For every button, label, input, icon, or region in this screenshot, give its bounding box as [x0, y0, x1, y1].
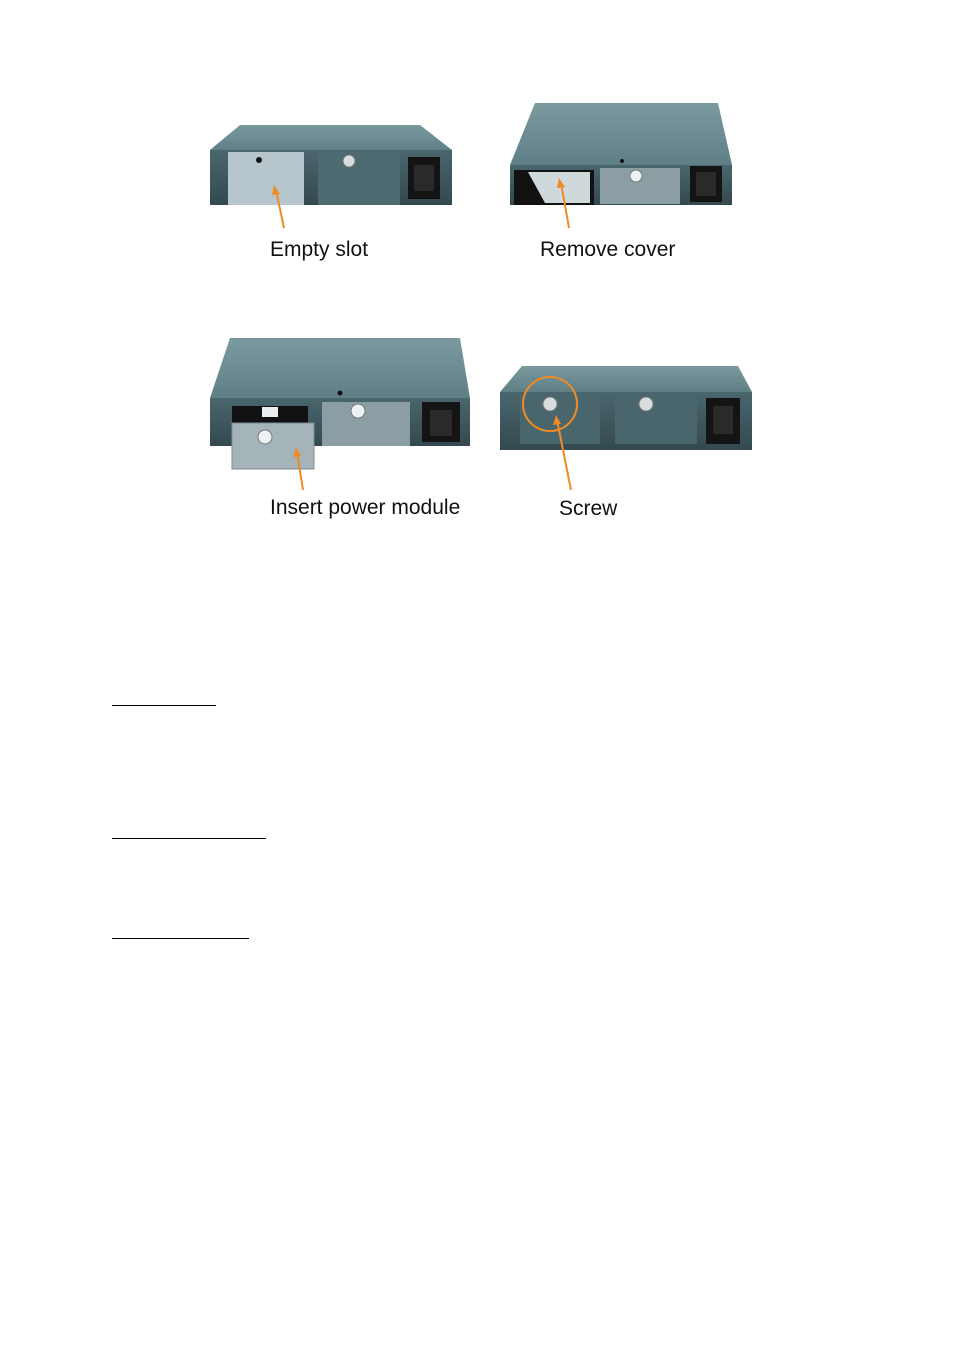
caption-empty-slot: Empty slot [270, 238, 369, 261]
caption-screw: Screw [559, 497, 618, 520]
section-heading-underline-1 [112, 705, 216, 706]
device-empty-slot [210, 125, 452, 205]
section-heading-underline-2 [112, 838, 266, 839]
power-module-installation-figure [0, 0, 954, 600]
device-screw [500, 366, 752, 450]
device-remove-cover [510, 103, 732, 205]
caption-insert-power-module: Insert power module [270, 496, 461, 519]
section-heading-underline-3 [112, 938, 249, 939]
caption-remove-cover: Remove cover [540, 238, 676, 261]
device-insert-module [210, 338, 470, 469]
